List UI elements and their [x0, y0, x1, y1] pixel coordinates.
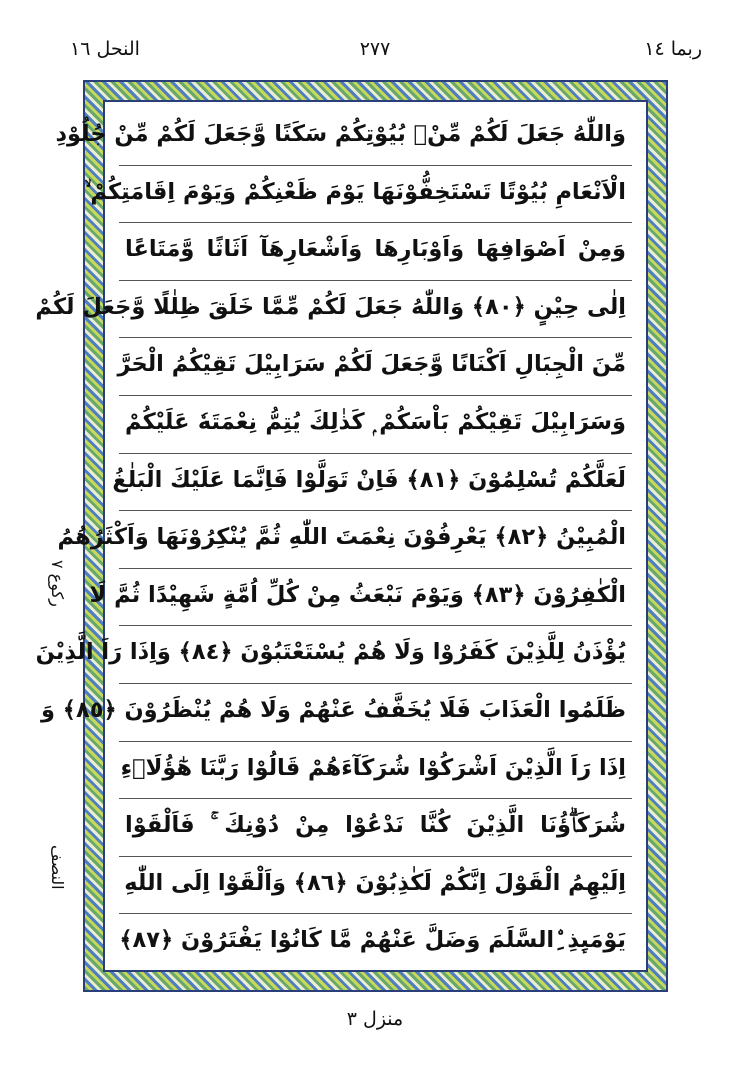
verse-line: يُؤْذَنُ لِلَّذِيْنَ كَفَرُوْا وَلَا هُمْ يُسْتَعْتَبُوْنَ ﴿٨٤﴾ وَاِذَا رَاَ الَّذِيْنَ [35, 639, 626, 666]
verse-line: وَسَرَابِيْلَ تَقِيْكُمْ بَاْسَكُمْ ۭ كَذٰلِكَ يُتِمُّ نِعْمَتَهٗ عَلَيْكُمْ [125, 409, 626, 435]
ruku-marker: ركوع ٧ [48, 560, 67, 607]
juz-name: ربما ١٤ [644, 38, 702, 60]
surah-name: النحل ١٦ [70, 38, 140, 60]
verse-line: الْاَنْعَامِ بُيُوْتًا تَسْتَخِفُّوْنَهَا يَوْمَ ظَعْنِكُمْ وَيَوْمَ اِقَامَتِكُمْ ۙ [84, 178, 626, 205]
verse-line: اِذَا رَاَ الَّذِيْنَ اَشْرَكُوْا شُرَكَآءَهُمْ قَالُوْا رَبَّنَا هٰٓؤُلَاۗءِ [120, 754, 626, 781]
verse-line: شُرَكَاۗؤُنَا الَّذِيْنَ كُنَّا نَدْعُوْا مِنْ دُوْنِكَ ۚ فَاَلْقَوْا [125, 812, 626, 839]
verse-line: الْمُبِيْنُ ﴿٨٢﴾ يَعْرِفُوْنَ نِعْمَتَ اللّٰهِ ثُمَّ يُنْكِرُوْنَهَا وَاَكْثَرُهُمُ [57, 524, 626, 551]
nisf-marker: النصف [48, 845, 67, 890]
verse-line: لَعَلَّكُمْ تُسْلِمُوْنَ ﴿٨١﴾ فَاِنْ تَوَلَّوْا فَاِنَّمَا عَلَيْكَ الْبَلٰغُ [112, 466, 626, 493]
verse-line: الْكٰفِرُوْنَ ﴿٨٣﴾ وَيَوْمَ نَبْعَثُ مِنْ كُلِّ اُمَّةٍ شَهِيْدًا ثُمَّ لَا [89, 581, 626, 608]
verse-line: ظَلَمُوا الْعَذَابَ فَلَا يُخَفَّفُ عَنْهُمْ وَلَا هُمْ يُنْظَرُوْنَ ﴿٨٥﴾ وَ [40, 697, 626, 723]
manzil-label: منزل ٣ [346, 1008, 404, 1030]
verse-line: وَمِنْ اَصْوَافِهَا وَاَوْبَارِهَا وَاَشْعَارِهَآ اَثَاثًا وَّمَتَاعًا [125, 236, 626, 263]
verse-line: اِلَيْهِمُ الْقَوْلَ اِنَّكُمْ لَكٰذِبُوْنَ ﴿٨٦﴾ وَاَلْقَوْا اِلَى اللّٰهِ [124, 869, 626, 896]
verse-line: مِّنَ الْجِبَالِ اَكْنَانًا وَّجَعَلَ لَكُمْ سَرَابِيْلَ تَقِيْكُمُ الْحَرَّ [117, 351, 626, 378]
verse-line: وَاللّٰهُ جَعَلَ لَكُمْ مِّنْۢ بُيُوْتِكُمْ سَكَنًا وَّجَعَلَ لَكُمْ مِّنْ جُلُوْدِ [55, 121, 626, 147]
verse-line: اِلٰى حِيْنٍ ﴿٨٠﴾ وَاللّٰهُ جَعَلَ لَكُمْ مِّمَّا خَلَقَ ظِلٰلًا وَّجَعَلَ لَكُمْ [35, 293, 626, 320]
page-number: ٢٧٧ [359, 38, 391, 60]
verse-line: يَوْمَىِٕذِ ِۨالسَّلَمَ وَضَلَّ عَنْهُمْ مَّا كَانُوْا يَفْتَرُوْنَ ﴿٨٧﴾ [119, 927, 626, 954]
